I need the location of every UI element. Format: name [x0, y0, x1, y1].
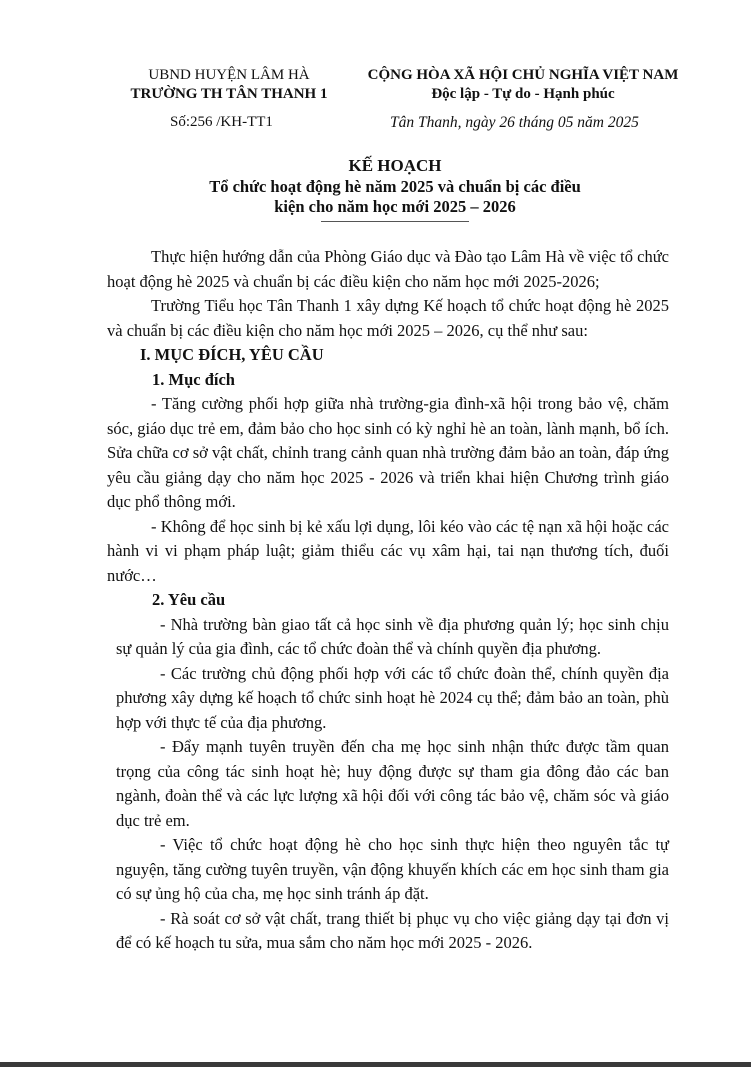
- subheading-requirements: 2. Yêu cầu: [152, 590, 226, 609]
- title-block: [100, 155, 690, 222]
- subheading-purpose: 1. Mục đích: [152, 369, 235, 389]
- national-motto-block: [356, 66, 690, 104]
- section-heading-1: I. MỤC ĐÍCH, YÊU CẦU: [140, 345, 324, 364]
- document-number: Số:256 /KH-TT1: [170, 114, 273, 130]
- requirement-item-4: - Việc tổ chức hoạt động hè cho học sinh thực hiện theo nguyên tắc tự nguyện, tăng cường tuyên truyền, vận động khuyến khích các em học sinh tham gia có sự ủng hộ của cha, mẹ học sinh tránh áp đặt.: [116, 835, 669, 903]
- school-name: TRƯỜNG TH TÂN THANH 1: [130, 86, 328, 102]
- district-committee: UBND HUYỆN LÂM HÀ: [148, 67, 310, 83]
- document-date: Tân Thanh, ngày 26 tháng 05 năm 2025: [390, 114, 639, 131]
- document-title: KẾ HOẠCH: [348, 156, 442, 175]
- requirement-item-2: - Các trường chủ động phối hợp với các tổ chức đoàn thể, chính quyền địa phương xây dựng kế hoạch tổ chức sinh hoạt hè 2024 cụ thể; đảm bảo an toàn, phù hợp với thực tế của địa phương.: [116, 663, 669, 732]
- purpose-item-1: - Tăng cường phối hợp giữa nhà trường-gia đình-xã hội trong bảo vệ, chăm sóc, giáo dục trẻ em, đảm bảo cho học sinh có kỳ nghỉ hè an toàn, lành mạnh, bổ ích. Sửa chữa cơ sở vật chất, chỉnh trang cảnh quan nhà trường đảm bảo an toàn, đáp ứng yêu cầu giảng dạy cho năm học 2025 - 2026 và triển khai hiện Chương trình giáo dục phổ thông mới.: [107, 394, 669, 511]
- title-underline: [321, 221, 469, 222]
- page-bottom-edge: [0, 1062, 751, 1067]
- issuing-agency-block: [118, 66, 340, 104]
- national-motto: Độc lập - Tự do - Hạnh phúc: [431, 86, 615, 102]
- requirements-list: [107, 613, 669, 956]
- requirement-item-1: - Nhà trường bàn giao tất cả học sinh về địa phương quản lý; học sinh chịu sự quản lý của gia đình, các tổ chức đoàn thể và chính quyền địa phương.: [116, 614, 669, 658]
- purpose-item-2: - Không để học sinh bị kẻ xấu lợi dụng, lôi kéo vào các tệ nạn xã hội hoặc các hành vi vi phạm pháp luật; giảm thiểu các vụ xâm hại, tai nạn thương tích, đuối nước…: [107, 516, 669, 585]
- requirement-item-3: - Đẩy mạnh tuyên truyền đến cha mẹ học sinh nhận thức được tầm quan trọng của công tác sinh hoạt hè; huy động được sự tham gia đông đảo các ban ngành, đoàn thể và các lực lượng xã hội đối với công tác bảo vệ, chăm sóc và giáo dục trẻ em.: [116, 737, 669, 830]
- document-subtitle-line1: Tổ chức hoạt động hè năm 2025 và chuẩn bị các điều: [209, 177, 581, 196]
- intro-paragraph-2: Trường Tiểu học Tân Thanh 1 xây dựng Kế hoạch tổ chức hoạt động hè 2025 và chuẩn bị các điều kiện cho năm học mới 2025 – 2026, cụ thể như sau:: [107, 296, 669, 340]
- document-subtitle-line2: kiện cho năm học mới 2025 – 2026: [274, 197, 516, 216]
- requirement-item-5: - Rà soát cơ sở vật chất, trang thiết bị phục vụ cho việc giảng dạy tại đơn vị để có kế hoạch tu sửa, mua sắm cho năm học mới 2025 - 2026.: [116, 908, 669, 952]
- intro-paragraph-1: Thực hiện hướng dẫn của Phòng Giáo dục và Đào tạo Lâm Hà về việc tổ chức hoạt động hè 2025 và chuẩn bị các điều kiện cho năm học mới 2025-2026;: [107, 247, 669, 291]
- document-body: [107, 245, 669, 956]
- country-name: CỘNG HÒA XÃ HỘI CHỦ NGHĨA VIỆT NAM: [367, 67, 679, 83]
